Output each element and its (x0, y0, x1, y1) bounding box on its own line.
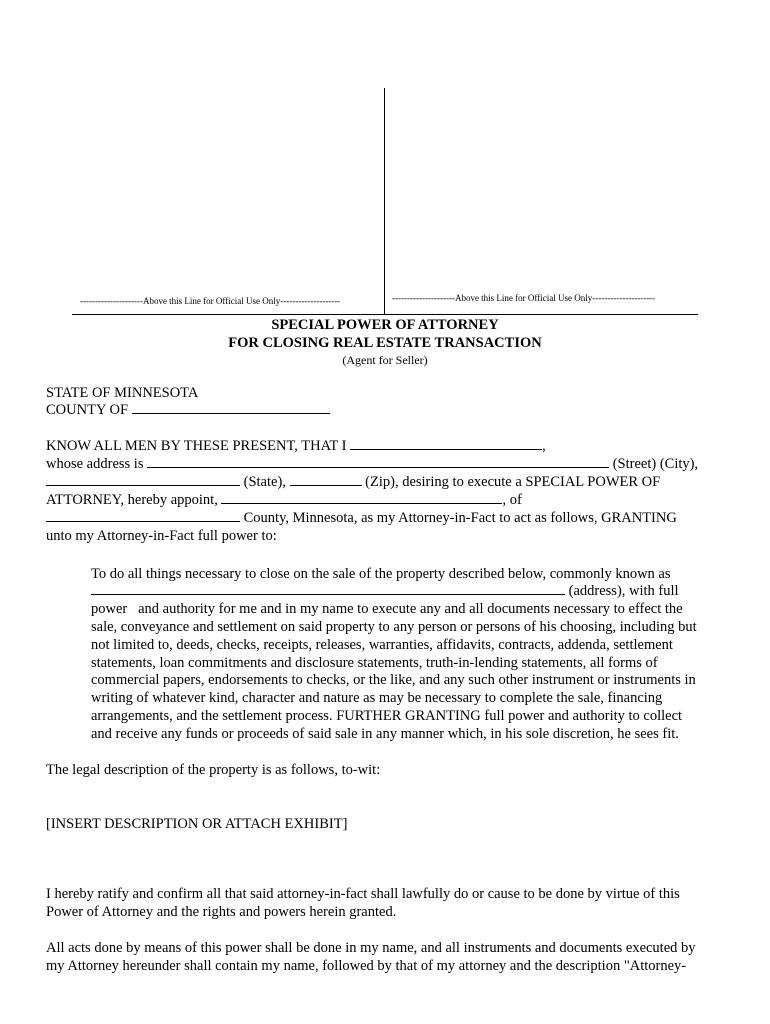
powers-line-10: and receive any funds or proceeds of said sale in any manner which, in his sole discretion, he sees fit. (91, 726, 679, 742)
ratify-line-2: Power of Attorney and the rights and powers herein granted. (46, 904, 397, 920)
powers-line-7: commercial papers, endorsements to checks, or the like, and any such other instrument or instruments in (91, 672, 696, 688)
official-use-note-right: ---------------------Above this Line for Official Use Only--------------------- (392, 293, 656, 303)
attorney-county-line (46, 510, 677, 527)
acts-line-2: my Attorney hereunder shall contain my name, followed by that of my attorney and the description "Attorney- (46, 958, 687, 974)
appoint-line (46, 492, 522, 509)
zip-blank[interactable] (290, 474, 362, 486)
powers-line-5: not limited to, deeds, checks, receipts, releases, warranties, affidavits, contracts, addenda, settlement (91, 637, 673, 653)
powers-line-9: arrangements, and the settlement process. FURTHER GRANTING full power and authority to collect (91, 708, 683, 724)
powers-line-8: writing of whatever kind, character and nature as may be necessary to complete the sale, financing (91, 690, 663, 706)
powers-line-4: sale, conveyance and settlement on said property to any person or persons of his choosing, including but (91, 619, 697, 635)
official-use-note-left: ---------------------Above this Line for Official Use Only-------------------- (80, 296, 341, 306)
state-line: STATE OF MINNESOTA (46, 385, 199, 401)
powers-line-2 (91, 582, 679, 600)
property-address-blank[interactable] (91, 583, 565, 595)
powers-line-1: To do all things necessary to close on the sale of the property described below, commonly known as (91, 566, 671, 582)
document-title: SPECIAL POWER OF ATTORNEY (271, 317, 499, 333)
header-rule (72, 314, 698, 315)
address-line (46, 456, 698, 473)
county-line (46, 402, 330, 419)
property-address-suffix: (address), with full (568, 583, 679, 599)
grantor-name-blank[interactable] (350, 438, 542, 450)
insert-description-placeholder: [INSERT DESCRIPTION OR ATTACH EXHIBIT] (46, 816, 348, 832)
appoint-suffix: , of (502, 492, 522, 508)
county-label: COUNTY OF (46, 402, 129, 418)
state-blank[interactable] (46, 474, 240, 486)
official-use-divider (384, 88, 385, 314)
legal-description-intro: The legal description of the property is as follows, to-wit: (46, 762, 381, 778)
attorney-county-blank[interactable] (46, 510, 240, 522)
zip-label: (Zip), desiring to execute a SPECIAL POWER OF (365, 474, 661, 490)
grantor-suffix: , (542, 438, 546, 454)
appoint-prefix: ATTORNEY, hereby appoint, (46, 492, 218, 508)
powers-line-3: power and authority for me and in my name to execute any and all documents necessary to effect the (91, 601, 683, 617)
street-city-label: (Street) (City), (612, 456, 699, 472)
address-prefix: whose address is (46, 456, 144, 472)
attorney-county-suffix: County, Minnesota, as my Attorney-in-Fact to act as follows, GRANTING (243, 510, 677, 526)
state-zip-line (46, 474, 660, 491)
ratify-line-1: I hereby ratify and confirm all that said attorney-in-fact shall lawfully do or cause to be done by virtue of this (46, 886, 680, 902)
acts-line-1: All acts done by means of this power shall be done in my name, and all instruments and documents executed by (46, 940, 696, 956)
state-label: (State), (243, 474, 286, 490)
grantor-line (46, 438, 546, 455)
attorney-name-blank[interactable] (221, 492, 502, 504)
street-city-blank[interactable] (147, 456, 609, 468)
grantor-prefix: KNOW ALL MEN BY THESE PRESENT, THAT I (46, 438, 347, 454)
document-subtitle: (Agent for Seller) (342, 353, 428, 367)
powers-line-6: statements, loan commitments and disclosure statements, truth-in-lending statements, all forms of (91, 655, 658, 671)
document-title-line2: FOR CLOSING REAL ESTATE TRANSACTION (228, 335, 542, 351)
grant-line: unto my Attorney-in-Fact full power to: (46, 528, 277, 544)
county-blank[interactable] (132, 402, 330, 414)
